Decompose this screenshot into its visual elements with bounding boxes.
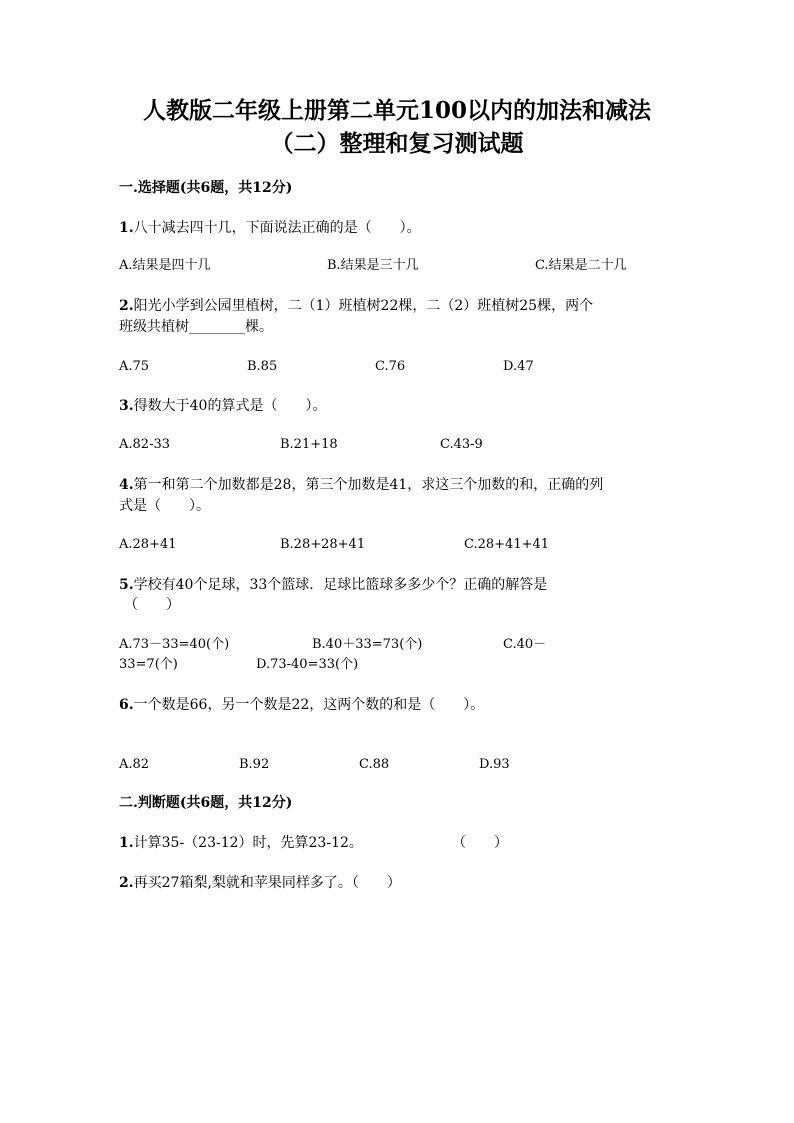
question-number: 1. (119, 220, 134, 236)
question-5 (119, 575, 547, 595)
option-a[interactable]: A.82 (119, 757, 150, 772)
option-b[interactable]: B.40＋33=73(个) (312, 637, 423, 652)
question-answer-blank: （ ） (124, 597, 180, 613)
option-c-continued: 33=7(个) (119, 657, 178, 672)
option-d[interactable]: D.47 (503, 359, 534, 374)
question-number: 2. (119, 298, 134, 314)
question-6 (119, 695, 484, 715)
judgment-question-2 (119, 873, 401, 893)
section-heading-judgment: 二.判断题(共6题，共12分) (119, 795, 293, 811)
question-number: 3. (119, 398, 134, 414)
option-d[interactable]: D.93 (479, 757, 510, 772)
option-b[interactable]: B.92 (239, 757, 270, 772)
option-d[interactable]: D.73-40=33(个) (256, 657, 359, 672)
question-1 (119, 218, 421, 238)
question-text: 再买27箱梨,梨就和苹果同样多了。（ ） (133, 875, 401, 891)
question-number: 5. (119, 577, 134, 593)
question-4 (119, 475, 603, 495)
question-text: 学校有40个足球，33个篮球．足球比篮球多多少个？正确的解答是 (133, 577, 548, 593)
question-2 (119, 296, 593, 316)
question-text: 八十减去四十几，下面说法正确的是（ ）。 (133, 220, 421, 236)
option-c[interactable]: C.40－ (503, 637, 547, 652)
option-c[interactable]: C.43-9 (440, 437, 483, 452)
option-a[interactable]: A.28+41 (119, 537, 177, 552)
option-c[interactable]: C.28+41+41 (464, 537, 550, 552)
option-c[interactable]: C.结果是二十几 (535, 258, 627, 273)
option-b[interactable]: B.结果是三十几 (327, 258, 419, 273)
option-b[interactable]: B.85 (247, 359, 278, 374)
question-number: 1. (119, 835, 134, 851)
question-text: 阳光小学到公园里植树，二（1）班植树22棵，二（2）班植树25棵，两个 (133, 298, 594, 314)
option-a[interactable]: A.82-33 (119, 437, 170, 452)
option-b[interactable]: B.21+18 (280, 437, 338, 452)
question-text: 一个数是66，另一个数是22，这两个数的和是（ ）。 (133, 697, 485, 713)
question-number: 6. (119, 697, 134, 713)
question-number: 2. (119, 875, 134, 891)
option-c[interactable]: C.88 (359, 757, 390, 772)
option-a[interactable]: A.结果是四十几 (119, 258, 211, 273)
option-b[interactable]: B.28+28+41 (280, 537, 366, 552)
question-text-continued: 式是（ ）。 (119, 498, 210, 514)
option-a[interactable]: A.73－33=40(个) (119, 637, 230, 652)
option-c[interactable]: C.76 (375, 359, 406, 374)
judgment-question-1 (119, 833, 363, 853)
question-number: 4. (119, 477, 134, 493)
option-a[interactable]: A.75 (119, 359, 150, 374)
question-3 (119, 396, 326, 416)
answer-blank[interactable]: （ ） (452, 835, 508, 851)
question-text: 第一和第二个加数都是28，第三个加数是41，求这三个加数的和，正确的列 (133, 477, 604, 493)
page-title-line1: 人教版二年级上册第二单元100以内的加法和减法 (142, 97, 651, 124)
question-text: 计算35-（23-12）时，先算23-12。 (133, 835, 363, 851)
page-title-line2: （二）整理和复习测试题 (270, 130, 524, 157)
section-heading-choice: 一.选择题(共6题，共12分) (119, 180, 293, 196)
question-text-continued: 班级共植树________棵。 (119, 319, 273, 335)
question-text: 得数大于40的算式是（ ）。 (133, 398, 327, 414)
